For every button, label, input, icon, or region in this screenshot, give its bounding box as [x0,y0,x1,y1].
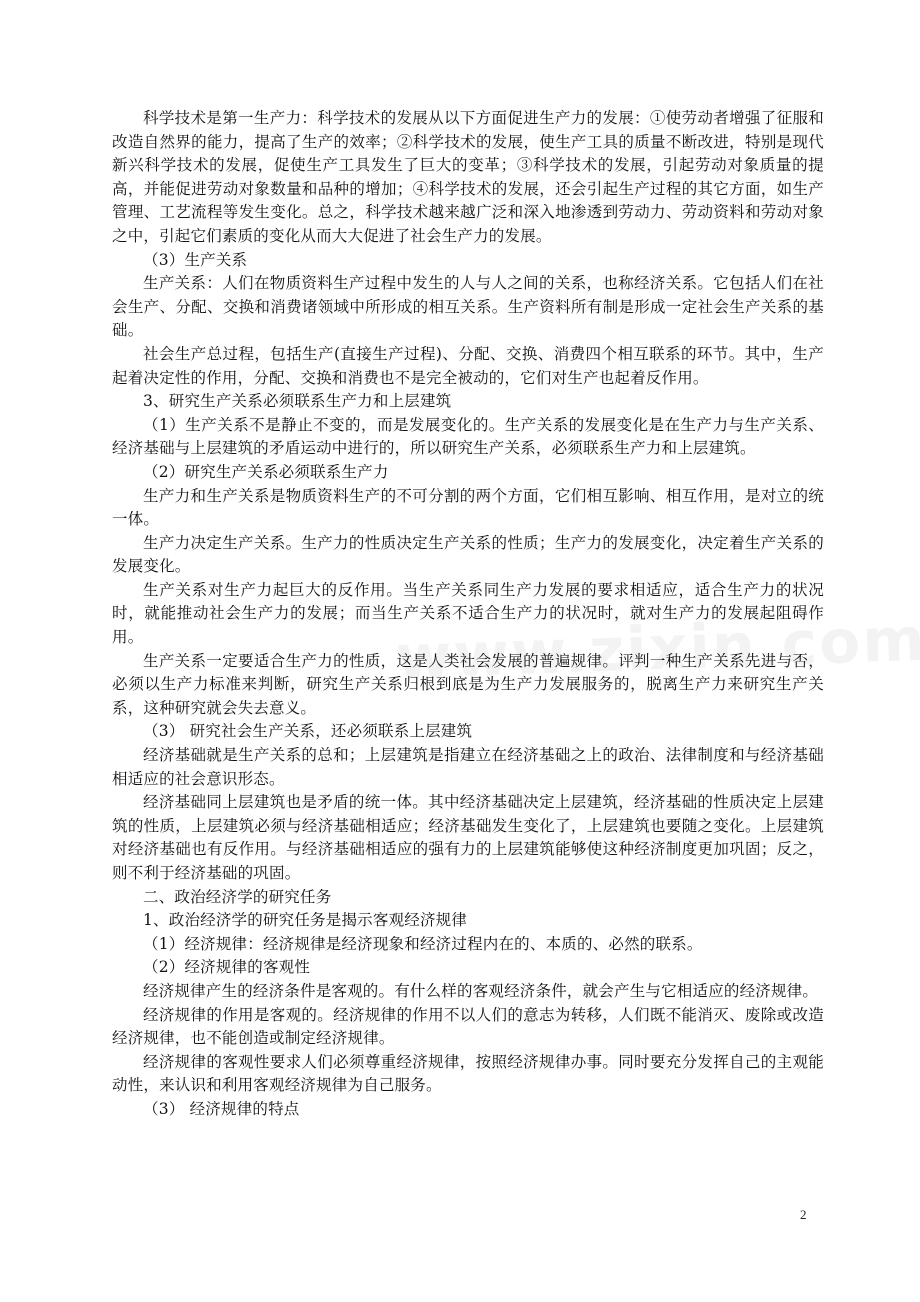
paragraph: 经济基础同上层建筑也是矛盾的统一体。其中经济基础决定上层建筑，经济基础的性质决定上层建筑的性质，上层建筑必须与经济基础相适应；经济基础发生变化了，上层建筑也要随之变化。上层建筑对经济基础也有反作用。与经济基础相适应的强有力的上层建筑能够使这种经济制度更加巩固；反之，则不利于经济基础的巩固。 [112,793,824,882]
paragraph: 生产力决定生产关系。生产力的性质决定生产关系的性质；生产力的发展变化，决定着生产关系的发展变化。 [112,533,824,576]
section-heading: 1、政治经济学的研究任务是揭示客观经济规律 [143,911,468,930]
paragraph: 经济规律产生的经济条件是客观的。有什么样的客观经济条件，就会产生与它相适应的经济规律。 [143,981,819,1000]
section-heading: （2）研究生产关系必须联系生产力 [143,462,389,481]
paragraph: 生产力和生产关系是物质资料生产的不可分割的两个方面，它们相互影响、相互作用，是对立的统一体。 [112,486,824,529]
paragraph: （1）生产关系不是静止不变的，而是发展变化的。生产关系的发展变化是在生产力与生产关系、经济基础与上层建筑的矛盾运动中进行的，所以研究生产关系，必须联系生产力和上层建筑。 [112,415,824,458]
section-heading: （2）经济规律的客观性 [143,958,311,977]
section-heading: （3） 经济规律的特点 [143,1099,300,1118]
paragraph: 生产关系一定要适合生产力的性质，这是人类社会发展的普遍规律。评判一种生产关系先进与否，必须以生产力标准来判断，研究生产关系归根到底是为生产力发展服务的，脱离生产力来研究生产关系，这种研究就会失去意义。 [112,651,824,717]
paragraph: 经济规律的作用是客观的。经济规律的作用不以人们的意志为转移，人们既不能消灭、废除或改造经济规律，也不能创造或制定经济规律。 [112,1005,824,1048]
paragraph: 生产关系：人们在物质资料生产过程中发生的人与人之间的关系，也称经济关系。它包括人们在社会生产、分配、交换和消费诸领域中所形成的相互关系。生产资料所有制是形成一定社会生产关系的基础。 [112,274,824,340]
paragraph: 经济基础就是生产关系的总和；上层建筑是指建立在经济基础之上的政治、法律制度和与经济基础相适应的社会意识形态。 [112,746,824,788]
section-heading: 二、政治经济学的研究任务 [143,887,332,906]
section-heading: 3、研究生产关系必须联系生产力和上层建筑 [143,392,452,411]
paragraph: 生产关系对生产力起巨大的反作用。当生产关系同生产力发展的要求相适应，适合生产力的状况时，就能推动社会生产力的发展；而当生产关系不适合生产力的状况时，就对生产力的发展起阻碍作用。 [112,580,824,647]
paragraph: 社会生产总过程，包括生产(直接生产过程)、分配、交换、消费四个相互联系的环节。其中，生产起着决定性的作用，分配、交换和消费也不是完全被动的，它们对生产也起着反作用。 [112,344,824,387]
page-number: 2 [800,1207,807,1222]
page-body [112,107,824,1122]
section-heading: （3） 研究社会生产关系，还必须联系上层建筑 [143,722,473,741]
section-heading: （3）生产关系 [143,250,248,269]
paragraph: 经济规律的客观性要求人们必须尊重经济规律，按照经济规律办事。同时要充分发挥自己的主观能动性，来认识和利用客观经济规律为自己服务。 [112,1052,824,1095]
paragraph: （1）经济规律：经济规律是经济现象和经济过程内在的、本质的、必然的联系。 [143,934,703,953]
paragraph: 科学技术是第一生产力：科学技术的发展从以下方面促进生产力的发展：①使劳动者增强了征服和改造自然界的能力，提高了生产的效率；②科学技术的发展，使生产工具的质量不断改进，特别是现代新兴科学技术的发展，促使生产工具发生了巨大的变革；③科学技术的发展，引起劳动对象质量的提高，并能促进劳动对象数量和品种的增加；④科学技术的发展，还会引起生产过程的其它方面，如生产管理、工艺流程等发生变化。总之，科学技术越来越广泛和深入地渗透到劳动力、劳动资料和劳动对象之中，引起它们素质的变化从而大大促进了社会生产力的发展。 [112,109,824,245]
